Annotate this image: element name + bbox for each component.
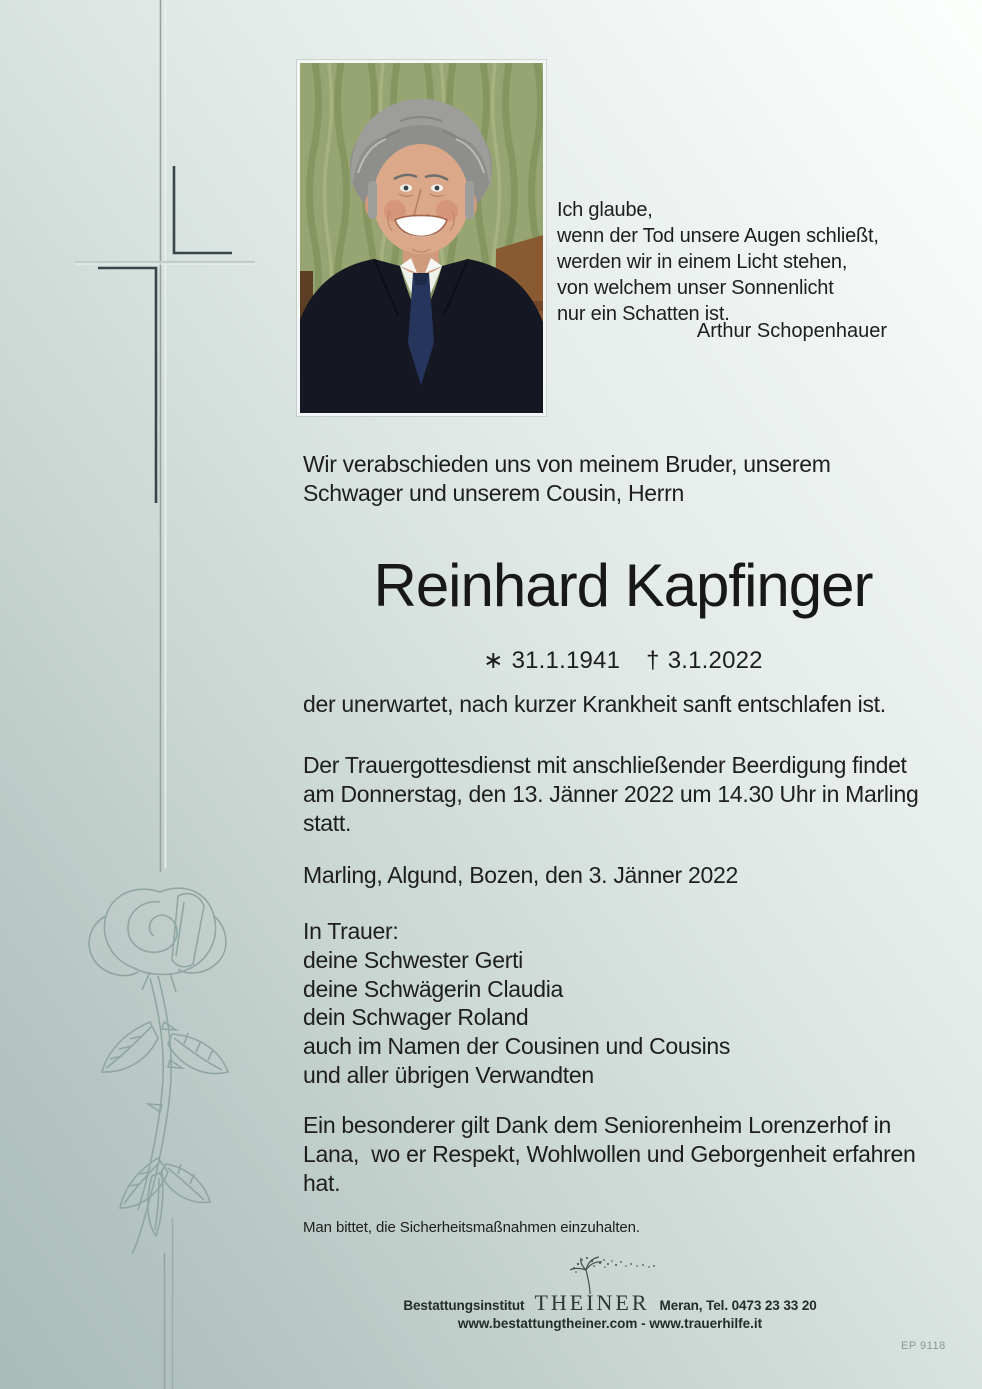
print-code: EP 9118 bbox=[901, 1340, 946, 1352]
quote-attribution: Arthur Schopenhauer bbox=[696, 320, 887, 342]
birth-date: 31.1.1941 bbox=[511, 647, 621, 674]
death-date: 3.1.2022 bbox=[667, 647, 763, 674]
mourners-line: deine Schwägerin Claudia bbox=[303, 975, 564, 1002]
institute-label: Bestattungsinstitut bbox=[403, 1298, 525, 1313]
mourners-line: In Trauer: bbox=[303, 918, 399, 944]
cross-lines-lower bbox=[165, 1218, 173, 1389]
quote-line: nur ein Schatten ist. bbox=[557, 303, 730, 325]
funeral-home-line bbox=[280, 1290, 940, 1316]
service-paragraph bbox=[303, 751, 918, 837]
death-note: der unerwartet, nach kurzer Krankheit sanft entschlafen ist. bbox=[303, 691, 886, 717]
life-dates bbox=[293, 646, 953, 675]
thanks-line: hat. bbox=[303, 1169, 341, 1196]
quote-block bbox=[557, 197, 879, 327]
intro-line: Wir verabschieden uns von meinem Bruder, unserem bbox=[303, 451, 831, 477]
cross-lines-icon bbox=[75, 0, 255, 872]
mourners-line: deine Schwester Gerti bbox=[303, 946, 523, 973]
mourners-line: dein Schwager Roland bbox=[303, 1004, 529, 1031]
quote-line: von welchem unser Sonnenlicht bbox=[557, 277, 834, 299]
birth-star-icon: ∗ bbox=[483, 647, 504, 674]
institute-brand: THEINER bbox=[534, 1290, 650, 1315]
quote-line: Ich glaube, bbox=[557, 199, 653, 221]
quote-line: wenn der Tod unsere Augen schließt, bbox=[557, 225, 879, 247]
portrait-illustration bbox=[300, 63, 543, 413]
deceased-name: Reinhard Kapfinger bbox=[373, 552, 873, 619]
thanks-paragraph bbox=[303, 1111, 916, 1197]
announcement-intro bbox=[303, 450, 831, 508]
thanks-line: Ein besonderer gilt Dank dem Seniorenheim Lorenzerhof in bbox=[303, 1112, 891, 1138]
institute-contact: Meran, Tel. 0473 23 33 20 bbox=[659, 1298, 817, 1313]
service-line: am Donnerstag, den 13. Jänner 2022 um 14.30 Uhr in Marling bbox=[303, 780, 919, 807]
service-line: Der Trauergottesdienst mit anschließender Beerdigung findet bbox=[303, 752, 907, 778]
quote-line: werden wir in einem Licht stehen, bbox=[557, 251, 848, 273]
place-dateline: Marling, Algund, Bozen, den 3. Jänner 2022 bbox=[303, 862, 738, 888]
mourners-line: und aller übrigen Verwandten bbox=[303, 1061, 594, 1088]
theiner-tree-icon bbox=[560, 1256, 660, 1294]
service-line: statt. bbox=[303, 809, 352, 836]
covid-note: Man bittet, die Sicherheitsmaßnahmen einzuhalten. bbox=[303, 1219, 640, 1236]
portrait-photo bbox=[300, 63, 543, 413]
rose-icon bbox=[89, 888, 228, 1254]
intro-line: Schwager und unserem Cousin, Herrn bbox=[303, 479, 684, 506]
thanks-line: Lana, wo er Respekt, Wohlwollen und Geborgenheit erfahren bbox=[303, 1140, 916, 1167]
death-cross-icon: † bbox=[646, 647, 660, 674]
mourners-list bbox=[303, 917, 730, 1090]
institute-websites: www.bestattungtheiner.com - www.trauerhilfe.it bbox=[457, 1316, 763, 1331]
mourners-line: auch im Namen der Cousinen und Cousins bbox=[303, 1033, 731, 1060]
